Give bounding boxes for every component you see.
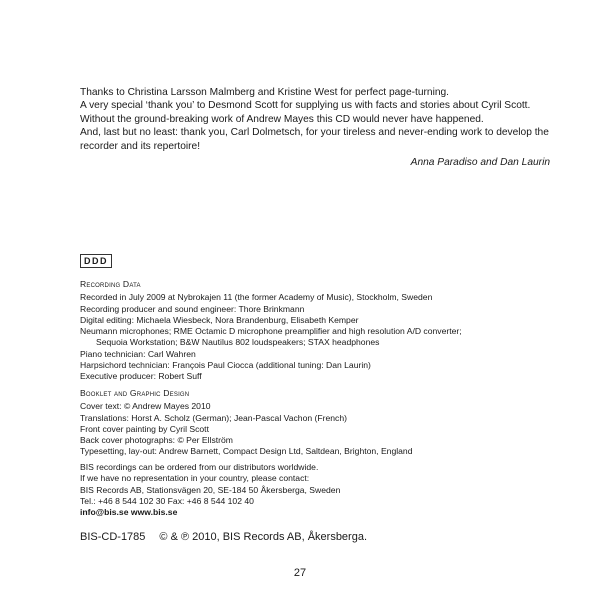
recording-data-section [80, 279, 550, 383]
credit-line: Neumann microphones; RME Octamic D microphone preamplifier and high resolution A/D converter; [80, 326, 462, 337]
page-number: 27 [293, 567, 307, 579]
order-line: If we have no representation in your country, please contact: [80, 473, 310, 484]
acknowledgements [80, 86, 550, 169]
booklet-design-section [80, 388, 550, 458]
thanks-line: Thanks to Christina Larsson Malmberg and Kristine West for perfect page-turning. [80, 87, 449, 98]
thanks-line: A very special ‘thank you’ to Desmond Scott for supplying us with facts and stories about Cyril Scott. [80, 100, 531, 112]
credit-line: Translations: Horst A. Scholz (German); Jean-Pascal Vachon (French) [80, 412, 347, 423]
credit-line: Piano technician: Carl Wahren [80, 348, 196, 359]
section-heading: Recording Data [80, 279, 141, 289]
credit-line: Executive producer: Robert Suff [80, 371, 202, 382]
catalogue-line [80, 530, 367, 544]
ddd-badge: DDD [80, 254, 112, 268]
credit-line: Typesetting, lay-out: Andrew Barnett, Compact Design Ltd, Saltdean, Brighton, England [80, 446, 413, 457]
signature: Anna Paradiso and Dan Laurin [410, 157, 550, 169]
credit-line: Harpsichord technician: François Paul Ciocca (additional tuning: Dan Laurin) [80, 360, 371, 371]
section-heading: Booklet and Graphic Design [80, 388, 190, 398]
credit-line: Front cover painting by Cyril Scott [80, 423, 209, 434]
thanks-line: And, last but no least: thank you, Carl Dolmetsch, for your tireless and never-ending work to develop the recorder and its repertoire! [80, 127, 549, 152]
contact-links: info@bis.se www.bis.se [80, 507, 178, 518]
order-line: Tel.: +46 8 544 102 30 Fax: +46 8 544 102 40 [80, 495, 254, 506]
copyright-notice: © & ℗ 2010, BIS Records AB, Åkersberga. [159, 531, 368, 543]
order-line: BIS recordings can be ordered from our distributors worldwide. [80, 462, 319, 472]
credit-line: Recorded in July 2009 at Nybrokajen 11 (the former Academy of Music), Stockholm, Sweden [80, 292, 433, 303]
catalogue-number: BIS-CD-1785 [80, 531, 146, 543]
ordering-info-section [80, 462, 550, 518]
thanks-line: Without the ground-breaking work of Andrew Mayes this CD would never have happened. [80, 113, 484, 125]
order-line: BIS Records AB, Stationsvägen 20, SE-184 50 Åkersberga, Sweden [80, 484, 341, 495]
credit-line: Sequoia Workstation; B&W Nautilus 802 loudspeakers; STAX headphones [96, 337, 380, 348]
credit-line: Cover text: © Andrew Mayes 2010 [80, 401, 211, 412]
credit-line: Digital editing: Michaela Wiesbeck, Nora Brandenburg, Elisabeth Kemper [80, 314, 359, 325]
credit-line: Back cover photographs: © Per Ellström [80, 435, 233, 446]
credit-line: Recording producer and sound engineer: Thore Brinkmann [80, 303, 305, 314]
